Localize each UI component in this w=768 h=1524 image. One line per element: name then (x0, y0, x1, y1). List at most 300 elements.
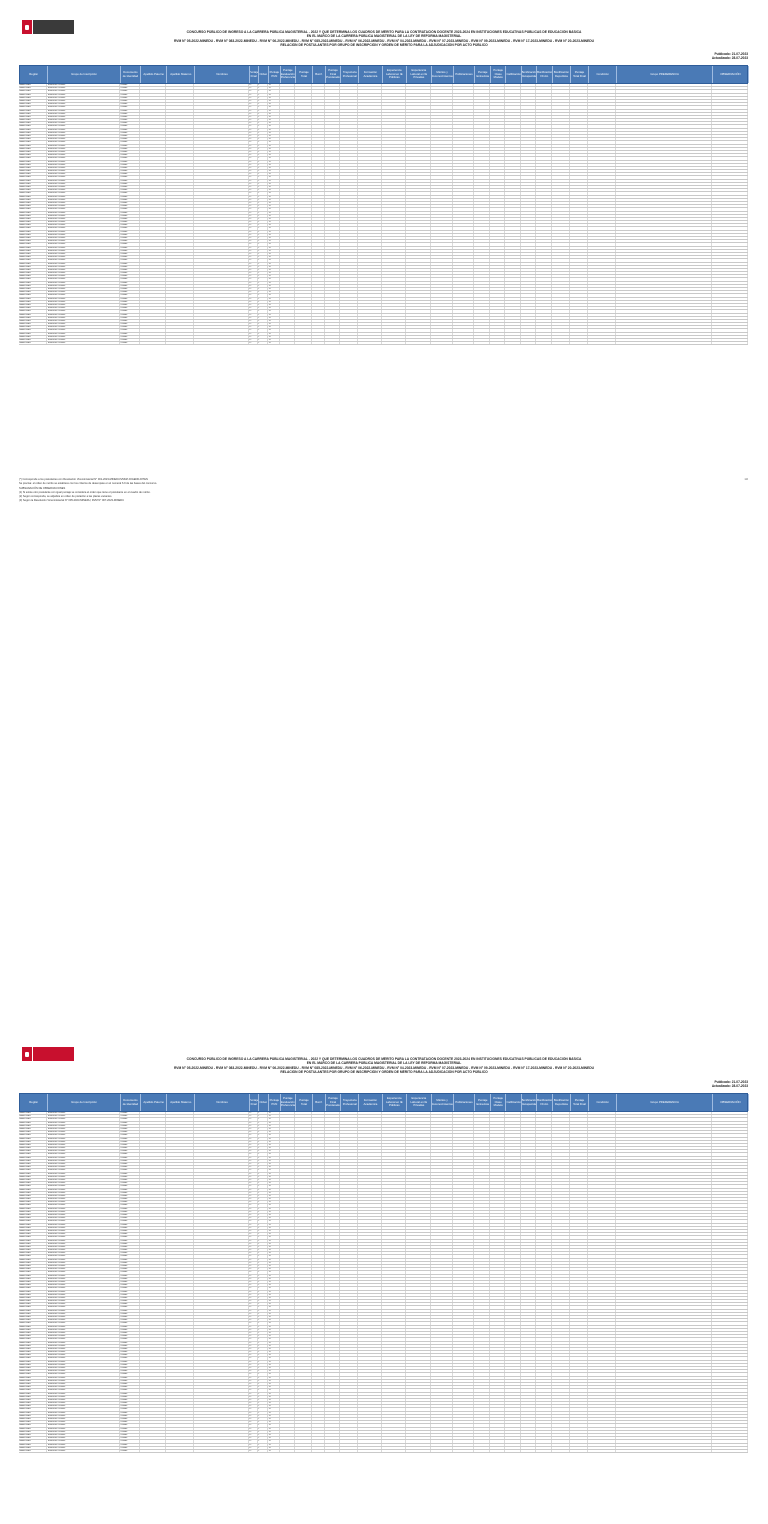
table-cell (431, 138, 453, 140)
table-cell (521, 119, 536, 121)
table-cell: 1 (258, 1128, 268, 1130)
table-cell: 1 (258, 138, 268, 140)
table-cell (616, 122, 711, 124)
table-cell: 1 (258, 1214, 268, 1216)
table-cell: 19 (268, 1118, 280, 1120)
table-cell (325, 122, 340, 124)
table-cell (536, 215, 551, 217)
table-cell (536, 221, 551, 223)
table-cell (490, 192, 505, 194)
table-cell (570, 208, 588, 210)
table-cell (453, 94, 475, 96)
table-cell: 19 (268, 243, 280, 245)
table-cell: 12 (249, 1227, 258, 1229)
table-cell: 12 (249, 1278, 258, 1280)
table-cell: 19 (268, 1176, 280, 1178)
table-cell: AMAZONAS (19, 125, 47, 127)
column-header: Formación Académica (359, 66, 382, 83)
table-cell: 1 (258, 145, 268, 147)
table-cell: AMAZONAS (19, 1281, 47, 1283)
table-cell (474, 202, 489, 204)
table-cell (570, 161, 588, 163)
table-cell: AMAZONAS (19, 307, 47, 309)
table-cell: AMAZONAS (19, 145, 47, 147)
table-cell: Titulado (120, 1370, 141, 1372)
table-cell: 19 (268, 221, 280, 223)
table-cell (431, 183, 453, 185)
table-cell: 12 (249, 288, 258, 290)
table-cell (505, 161, 520, 163)
table-cell (712, 202, 748, 204)
table-cell: Educación Primaria (47, 1157, 119, 1159)
table-cell: 19 (268, 1198, 280, 1200)
table-cell (280, 90, 295, 92)
table-cell (325, 138, 340, 140)
table-cell: Titulado (120, 1294, 141, 1296)
table-cell: AMAZONAS (19, 167, 47, 169)
table-cell: 19 (268, 218, 280, 220)
table-cell (431, 129, 453, 131)
table-cell: AMAZONAS (19, 1240, 47, 1242)
table-cell (280, 183, 295, 185)
table-cell (712, 183, 748, 185)
table-cell (325, 167, 340, 169)
table-cell (340, 167, 358, 169)
table-cell (280, 125, 295, 127)
table-cell (712, 218, 748, 220)
table-cell: 12 (249, 180, 258, 182)
table-cell: 1 (258, 291, 268, 293)
table-cell: 19 (268, 1278, 280, 1280)
table-cell (312, 189, 325, 191)
table-cell (312, 212, 325, 214)
table-cell: Titulado (120, 1249, 141, 1251)
table-cell: AMAZONAS (19, 333, 47, 335)
table-cell (194, 87, 248, 89)
table-cell: 1 (258, 1211, 268, 1213)
table-cell: Educación Primaria (47, 1150, 119, 1152)
table-cell (325, 196, 340, 198)
table-cell (588, 176, 616, 178)
table-cell (431, 125, 453, 127)
table-cell (474, 221, 489, 223)
table-cell: AMAZONAS (19, 176, 47, 178)
table-cell: Titulado (120, 1297, 141, 1299)
table-cell (588, 202, 616, 204)
table-cell (382, 170, 407, 172)
table-cell (340, 129, 358, 131)
table-cell: 12 (249, 1275, 258, 1277)
table-cell: 1 (258, 240, 268, 242)
table-cell: Titulado (120, 1310, 141, 1312)
table-cell (358, 176, 381, 178)
table-cell: Titulado (120, 237, 141, 239)
table-cell: 12 (249, 1249, 258, 1251)
table-cell (536, 87, 551, 89)
table-cell (295, 132, 312, 134)
table-cell (588, 100, 616, 102)
table-cell: 1 (258, 234, 268, 236)
table-cell: Titulado (120, 1201, 141, 1203)
table-cell (536, 151, 551, 153)
table-cell (474, 218, 489, 220)
table-cell: Educación Primaria (47, 1211, 119, 1213)
table-cell: 19 (268, 314, 280, 316)
table-cell (536, 180, 551, 182)
table-cell: 1 (258, 154, 268, 156)
table-cell: Educación Primaria (47, 103, 119, 105)
table-cell (712, 154, 748, 156)
table-cell (194, 116, 248, 118)
table-cell: 1 (258, 288, 268, 290)
table-cell: Titulado (120, 90, 141, 92)
table-cell: Titulado (120, 314, 141, 316)
table-cell: Educación Primaria (47, 1122, 119, 1124)
table-cell (295, 103, 312, 105)
table-cell (166, 202, 194, 204)
table-cell (280, 192, 295, 194)
table-cell: Educación Primaria (47, 1128, 119, 1130)
table-cell (552, 132, 570, 134)
table-cell (552, 161, 570, 163)
table-cell: AMAZONAS (19, 1322, 47, 1324)
table-cell (382, 119, 407, 121)
table-cell: AMAZONAS (19, 317, 47, 319)
table-cell (340, 186, 358, 188)
table-cell: 19 (268, 294, 280, 296)
table-cell (536, 148, 551, 150)
table-cell (431, 205, 453, 207)
publication-dates (712, 52, 748, 60)
table-cell: AMAZONAS (19, 151, 47, 153)
table-cell: Titulado (120, 1364, 141, 1366)
table-cell: AMAZONAS (19, 1246, 47, 1248)
table-cell: 1 (258, 1179, 268, 1181)
table-cell (505, 138, 520, 140)
table-cell: 12 (249, 106, 258, 108)
table-cell: 19 (268, 1294, 280, 1296)
table-cell (616, 186, 711, 188)
table-cell (536, 170, 551, 172)
table-cell: 1 (258, 1115, 268, 1117)
table-cell (140, 103, 166, 105)
table-cell (194, 122, 248, 124)
table-cell: AMAZONAS (19, 1268, 47, 1270)
table-cell: Educación Primaria (47, 1303, 119, 1305)
table-cell: Educación Primaria (47, 1249, 119, 1251)
table-cell (140, 106, 166, 108)
table-cell: Titulado (120, 291, 141, 293)
table-cell: 19 (268, 145, 280, 147)
table-cell (536, 135, 551, 137)
table-cell: 19 (268, 1326, 280, 1328)
table-cell: AMAZONAS (19, 329, 47, 331)
table-cell (312, 135, 325, 137)
table-cell (280, 189, 295, 191)
table-cell: 19 (268, 307, 280, 309)
table-cell (552, 183, 570, 185)
table-cell (712, 94, 748, 96)
table-cell: 19 (268, 1153, 280, 1155)
table-cell: Educación Primaria (47, 87, 119, 89)
table-cell (712, 199, 748, 201)
table-cell (588, 180, 616, 182)
table-cell (194, 176, 248, 178)
table-cell (490, 151, 505, 153)
table-cell (140, 116, 166, 118)
table-cell: 19 (268, 1169, 280, 1171)
table-cell (312, 221, 325, 223)
table-cell: AMAZONAS (19, 157, 47, 159)
table-cell (570, 113, 588, 115)
table-cell: 12 (249, 307, 258, 309)
table-cell: 1 (258, 1319, 268, 1321)
table-cell: 1 (258, 90, 268, 92)
table-cell: 12 (249, 1310, 258, 1312)
table-cell (194, 148, 248, 150)
table-cell: AMAZONAS (19, 122, 47, 124)
table-cell (312, 180, 325, 182)
table-cell (325, 135, 340, 137)
table-cell (453, 145, 475, 147)
table-cell (474, 113, 489, 115)
table-cell (453, 151, 475, 153)
table-cell: Educación Primaria (47, 1179, 119, 1181)
table-cell: 19 (268, 1345, 280, 1347)
table-cell: 12 (249, 1348, 258, 1350)
table-cell (382, 186, 407, 188)
table-cell (616, 176, 711, 178)
table-cell: 19 (268, 100, 280, 102)
table-cell (140, 97, 166, 99)
table-cell (453, 106, 475, 108)
table-cell: Titulado (120, 1157, 141, 1159)
table-cell: 12 (249, 1332, 258, 1334)
table-cell: 19 (268, 1297, 280, 1299)
table-cell (536, 122, 551, 124)
table-cell: Educación Primaria (47, 151, 119, 153)
column-header: Puntaje Clase Modelo (491, 66, 506, 83)
table-cell: Titulado (120, 231, 141, 233)
table-cell: 19 (268, 212, 280, 214)
table-cell (552, 90, 570, 92)
table-cell: 12 (249, 1370, 258, 1372)
table-cell (312, 224, 325, 226)
table-cell: Titulado (120, 135, 141, 137)
table-cell (474, 215, 489, 217)
table-cell (570, 189, 588, 191)
table-cell: 12 (249, 1367, 258, 1369)
table-cell: 19 (268, 1138, 280, 1140)
header-title: CONCURSO PÚBLICO DE INGRESO A LA CARRERA PÚBLICA MAGISTERIAL - 2022 Y QUE DETERMINA LOS CUADROS DE MÉRITO PARA LA CONTRATACIÓN DOCENTE 2023-2024 EN INSTITUCIONES EDUCATIVAS PÚBLICAS DE EDUCACIÓN BÁSICA (100, 1057, 668, 1061)
table-cell: Educación Primaria (47, 320, 119, 322)
table-cell (616, 100, 711, 102)
table-cell (312, 218, 325, 220)
table-cell (340, 90, 358, 92)
table-cell: 1 (258, 263, 268, 265)
table-cell (194, 180, 248, 182)
table-cell (616, 202, 711, 204)
table-cell (490, 119, 505, 121)
table-cell: 1 (258, 186, 268, 188)
table-cell (521, 186, 536, 188)
table-cell: 12 (249, 269, 258, 271)
table-cell (505, 167, 520, 169)
table-cell (505, 119, 520, 121)
table-cell: 19 (268, 1287, 280, 1289)
table-cell (382, 113, 407, 115)
table-cell (406, 157, 431, 159)
table-cell (312, 106, 325, 108)
table-header (19, 65, 748, 84)
table-cell: AMAZONAS (19, 212, 47, 214)
table-cell: Educación Primaria (47, 272, 119, 274)
table-cell (358, 113, 381, 115)
table-cell: AMAZONAS (19, 84, 47, 86)
table-cell (588, 192, 616, 194)
table-cell: Titulado (120, 176, 141, 178)
table-cell (521, 157, 536, 159)
table-cell: 1 (258, 1329, 268, 1331)
table-cell: 1 (258, 1306, 268, 1308)
table-cell (552, 129, 570, 131)
table-cell (140, 221, 166, 223)
table-cell: 1 (258, 94, 268, 96)
table-cell (570, 129, 588, 131)
table-cell (521, 106, 536, 108)
table-cell: 12 (249, 1271, 258, 1273)
table-cell (474, 129, 489, 131)
table-cell (616, 173, 711, 175)
column-header: Nombres (195, 1094, 249, 1111)
table-cell: 19 (268, 278, 280, 280)
table-cell (536, 192, 551, 194)
table-cell: AMAZONAS (19, 138, 47, 140)
table-cell (505, 100, 520, 102)
table-cell: Educación Primaria (47, 97, 119, 99)
table-cell: 19 (268, 199, 280, 201)
table-cell (312, 170, 325, 172)
table-cell (325, 116, 340, 118)
table-cell (490, 161, 505, 163)
table-cell (325, 202, 340, 204)
table-cell (325, 145, 340, 147)
table-cell: Educación Primaria (47, 122, 119, 124)
table-cell: AMAZONAS (19, 278, 47, 280)
table-cell: AMAZONAS (19, 135, 47, 137)
table-cell: 19 (268, 205, 280, 207)
table-cell: Educación Primaria (47, 170, 119, 172)
table-cell (340, 154, 358, 156)
table-cell (616, 110, 711, 112)
table-cell: AMAZONAS (19, 1259, 47, 1261)
table-cell (295, 199, 312, 201)
table-cell (474, 90, 489, 92)
table-cell (505, 183, 520, 185)
table-cell: Educación Primaria (47, 1348, 119, 1350)
table-cell (552, 87, 570, 89)
table-cell: AMAZONAS (19, 1364, 47, 1366)
table-cell (505, 157, 520, 159)
table-cell (140, 113, 166, 115)
table-cell (325, 110, 340, 112)
table-cell (194, 215, 248, 217)
table-cell: AMAZONAS (19, 1233, 47, 1235)
table-cell (382, 148, 407, 150)
table-cell: AMAZONAS (19, 1335, 47, 1337)
table-cell: Titulado (120, 1322, 141, 1324)
table-cell (453, 148, 475, 150)
table-cell (588, 221, 616, 223)
table-cell: 1 (258, 1367, 268, 1369)
column-header: Apellido Materno (167, 66, 195, 83)
table-cell: Educación Primaria (47, 113, 119, 115)
table-cell: Titulado (120, 154, 141, 156)
table-cell (616, 116, 711, 118)
table-cell: 1 (258, 119, 268, 121)
table-cell (521, 135, 536, 137)
column-header: Grupo PREFERENCIA (617, 1094, 712, 1111)
table-cell: Titulado (120, 145, 141, 147)
table-cell: 12 (249, 1201, 258, 1203)
table-cell (166, 148, 194, 150)
table-cell (431, 135, 453, 137)
table-cell (521, 180, 536, 182)
table-cell: 12 (249, 1287, 258, 1289)
table-cell: Educación Primaria (47, 186, 119, 188)
table-cell: Titulado (120, 1306, 141, 1308)
peru-flag-icon (22, 20, 32, 34)
table-cell (453, 202, 475, 204)
table-cell (552, 192, 570, 194)
table-cell (616, 119, 711, 121)
table-cell (382, 87, 407, 89)
table-cell (295, 221, 312, 223)
table-cell (140, 202, 166, 204)
table-cell: 1 (258, 1118, 268, 1120)
table-cell (382, 212, 407, 214)
table-cell: Titulado (120, 224, 141, 226)
table-cell: 12 (249, 1150, 258, 1152)
table-cell: AMAZONAS (19, 1367, 47, 1369)
table-cell (505, 145, 520, 147)
table-cell: 1 (258, 1255, 268, 1257)
table-cell: Educación Primaria (47, 1259, 119, 1261)
table-cell (521, 199, 536, 201)
table-cell (166, 94, 194, 96)
table-cell (490, 100, 505, 102)
table-cell (325, 189, 340, 191)
table-cell: Educación Primaria (47, 1287, 119, 1289)
table-cell (474, 170, 489, 172)
table-cell (358, 138, 381, 140)
table-cell (616, 196, 711, 198)
table-cell: Titulado (120, 170, 141, 172)
table-cell (474, 132, 489, 134)
table-cell (552, 103, 570, 105)
table-cell (453, 141, 475, 143)
table-cell (552, 94, 570, 96)
table-cell (194, 192, 248, 194)
table-cell (588, 84, 616, 86)
table-cell (431, 100, 453, 102)
table-cell (453, 110, 475, 112)
table-cell (505, 189, 520, 191)
table-cell: 19 (268, 1128, 280, 1130)
table-cell: 12 (249, 205, 258, 207)
table-cell (140, 189, 166, 191)
table-cell: Titulado (120, 1166, 141, 1168)
